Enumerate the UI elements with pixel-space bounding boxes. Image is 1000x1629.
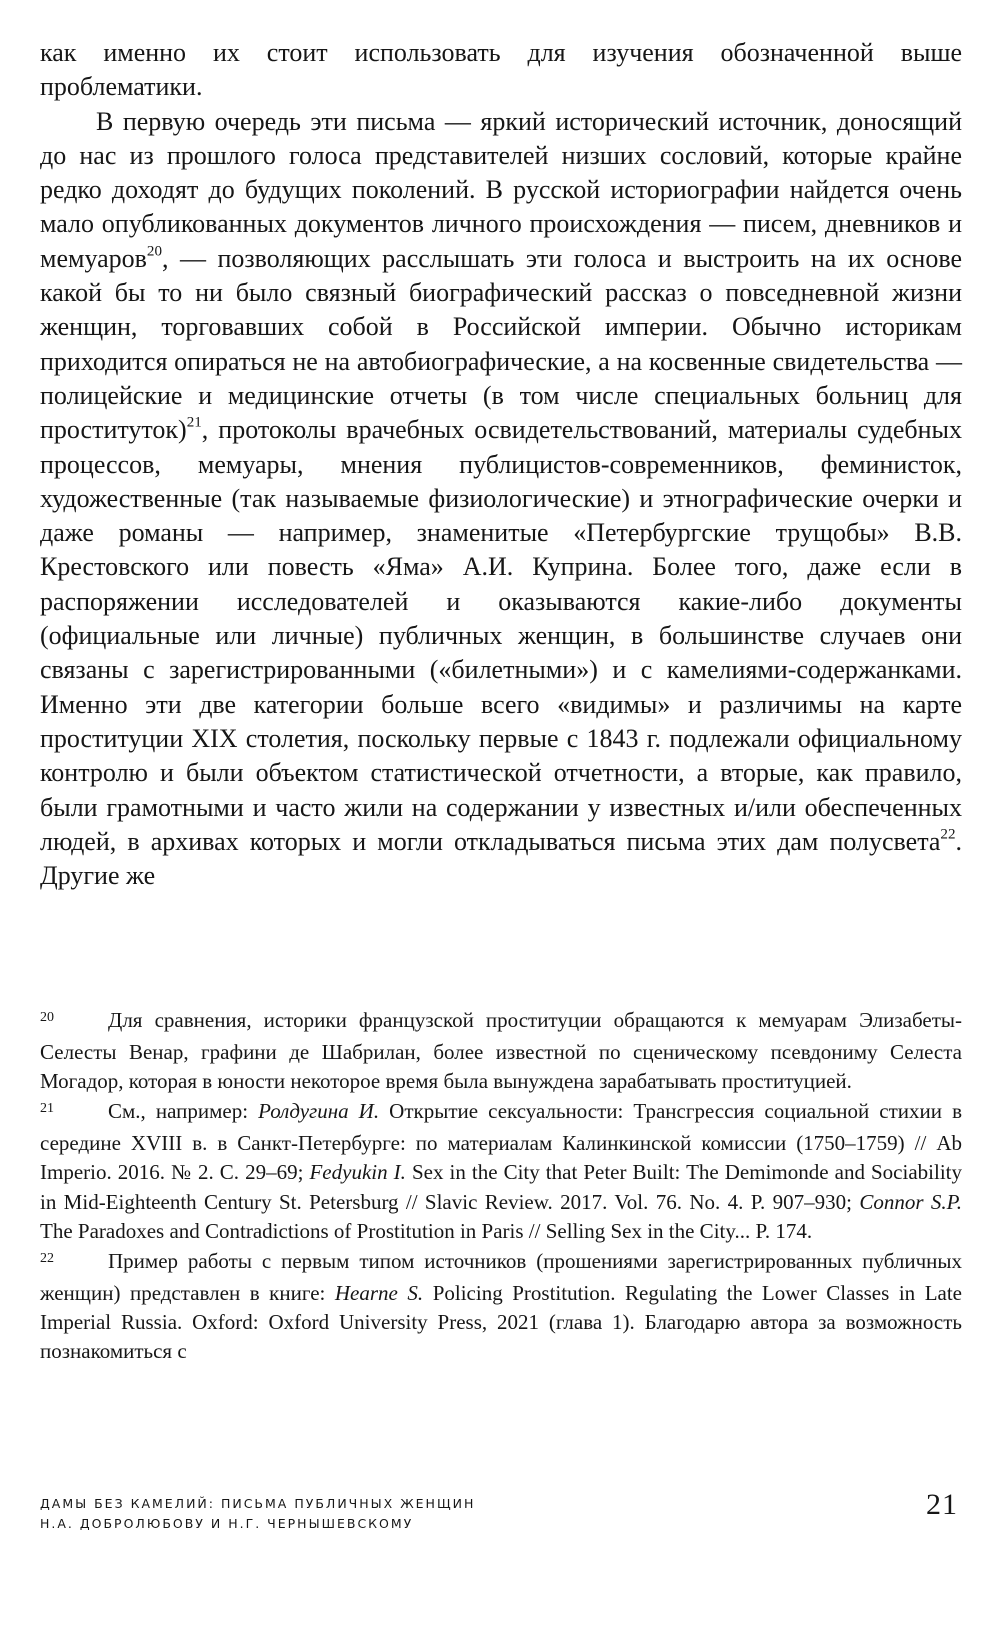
footnote-number: 22 xyxy=(40,1250,54,1266)
page-footer xyxy=(40,1488,962,1534)
footnote-21: $^{21}$ См., например: Ролдугина И. Открытие сексуальности: Трансгрессия социальной стихии в середине XVIII в. в Санкт-Петербурге: по материалам Калинкинской комиссии (1750–1759) // Ab Imperio. 2016. № 2. С. 29–69; Fedyukin I. Sex in the City that Peter Built: The Demimonde and Sociability in Mid-Eighteenth Century St. Petersburg // Slavic Review. 2017. Vol. 76. No. 4. P. 907–930; Connor S.P. The Paradoxes and Contradictions of Prostitution in Paris // Selling Sex in the City... P. 174. xyxy=(40,1099,963,1243)
running-title-line-1: ДАМЫ БЕЗ КАМЕЛИЙ: ПИСЬМА ПУБЛИЧНЫХ ЖЕНЩИН xyxy=(40,1496,476,1511)
footnote-number: 21 xyxy=(40,1101,54,1117)
footnote-ref-21: 21 xyxy=(186,414,202,431)
footnote-ref-20: 20 xyxy=(146,243,162,260)
paragraph-1: как именно их стоит использовать для изучения обозначенной выше проблематики. xyxy=(40,38,962,102)
footnote-ref-22: 22 xyxy=(940,826,956,843)
running-title-line-2: Н.А. ДОБРОЛЮБОВУ И Н.Г. ЧЕРНЫШЕВСКОМУ xyxy=(40,1516,414,1531)
main-text xyxy=(40,36,962,893)
author-name: Fedyukin I. xyxy=(309,1160,406,1185)
paragraph-2: В первую очередь эти письма — яркий исторический источник, доносящий до нас из прошлого голоса представителей низших сословий, которые крайне редко доходят до будущих поколений. В русской историографии найдется очень мало опубликованных документов личного происхождения — писем, дневников и мемуаров$^{20}$, — позволяющих расслышать эти голоса и выстроить на их основе какой бы то ни было связный биографический рассказ о повседневной жизни женщин, торговавших собой в Российской империи. Обычно историкам приходится опираться не на автобиографические, а на косвенные свидетельства — полицейские и медицинские отчеты (в том числе специальных больниц для проституток)$^{21}$, протоколы врачебных освидетельствований, материалы судебных процессов, мемуары, мнения публицистов-современников, феминисток, художественные (так называемые физиологические) и этнографические очерки и даже романы — например, знаменитые «Петербургские трущобы» В.В. Крестовского или повесть «Яма» А.И. Куприна. Более того, даже если в распоряжении исследователей и оказываются какие-либо документы (официальные или личные) публичных женщин, в большинстве случаев они связаны с зарегистрированными («билетными») и с камелиями-содержанками. Именно эти две категории больше всего «видимы» и различимы на карте проституции XIX столетия, поскольку первые с 1843 г. подлежали официальному контролю и были объектом статистической отчетности, а вторые, как правило, были грамотными и часто жили на содержании у известных и/или обеспеченных людей, в архивах которых и могли откладываться письма этих дам полусвета$^{22}$. Другие же xyxy=(40,106,962,891)
author-name: Connor S.P. xyxy=(859,1189,962,1214)
author-name: Hearne S. xyxy=(334,1280,424,1305)
footnote-number: 20 xyxy=(40,1010,54,1025)
footnote-22: $^{22}$ Пример работы с первым типом источников (прошениями зарегистрированных публичных женщин) представлен в книге: Hearne S. Policing Prostitution. Regulating the Lower Classes in Late Imperial Russia. Oxford: Oxford University Press, 2021 (глава 1). Благодарю автора за возможность познакомиться с xyxy=(40,1248,962,1364)
footnotes xyxy=(40,1006,962,1367)
author-name: Ролдугина И. xyxy=(258,1099,380,1124)
page-number: 21 xyxy=(926,1488,958,1521)
footnote-20: $^{20}$ Для сравнения, историки французской проституции обращаются к мемуарам Элизабеты-Селесты Венар, графини де Шабрилан, более известной по сценическому псевдониму Селеста Могадор, которая в юности некоторое время была вынуждена зарабатывать проституцией. xyxy=(40,1008,962,1094)
